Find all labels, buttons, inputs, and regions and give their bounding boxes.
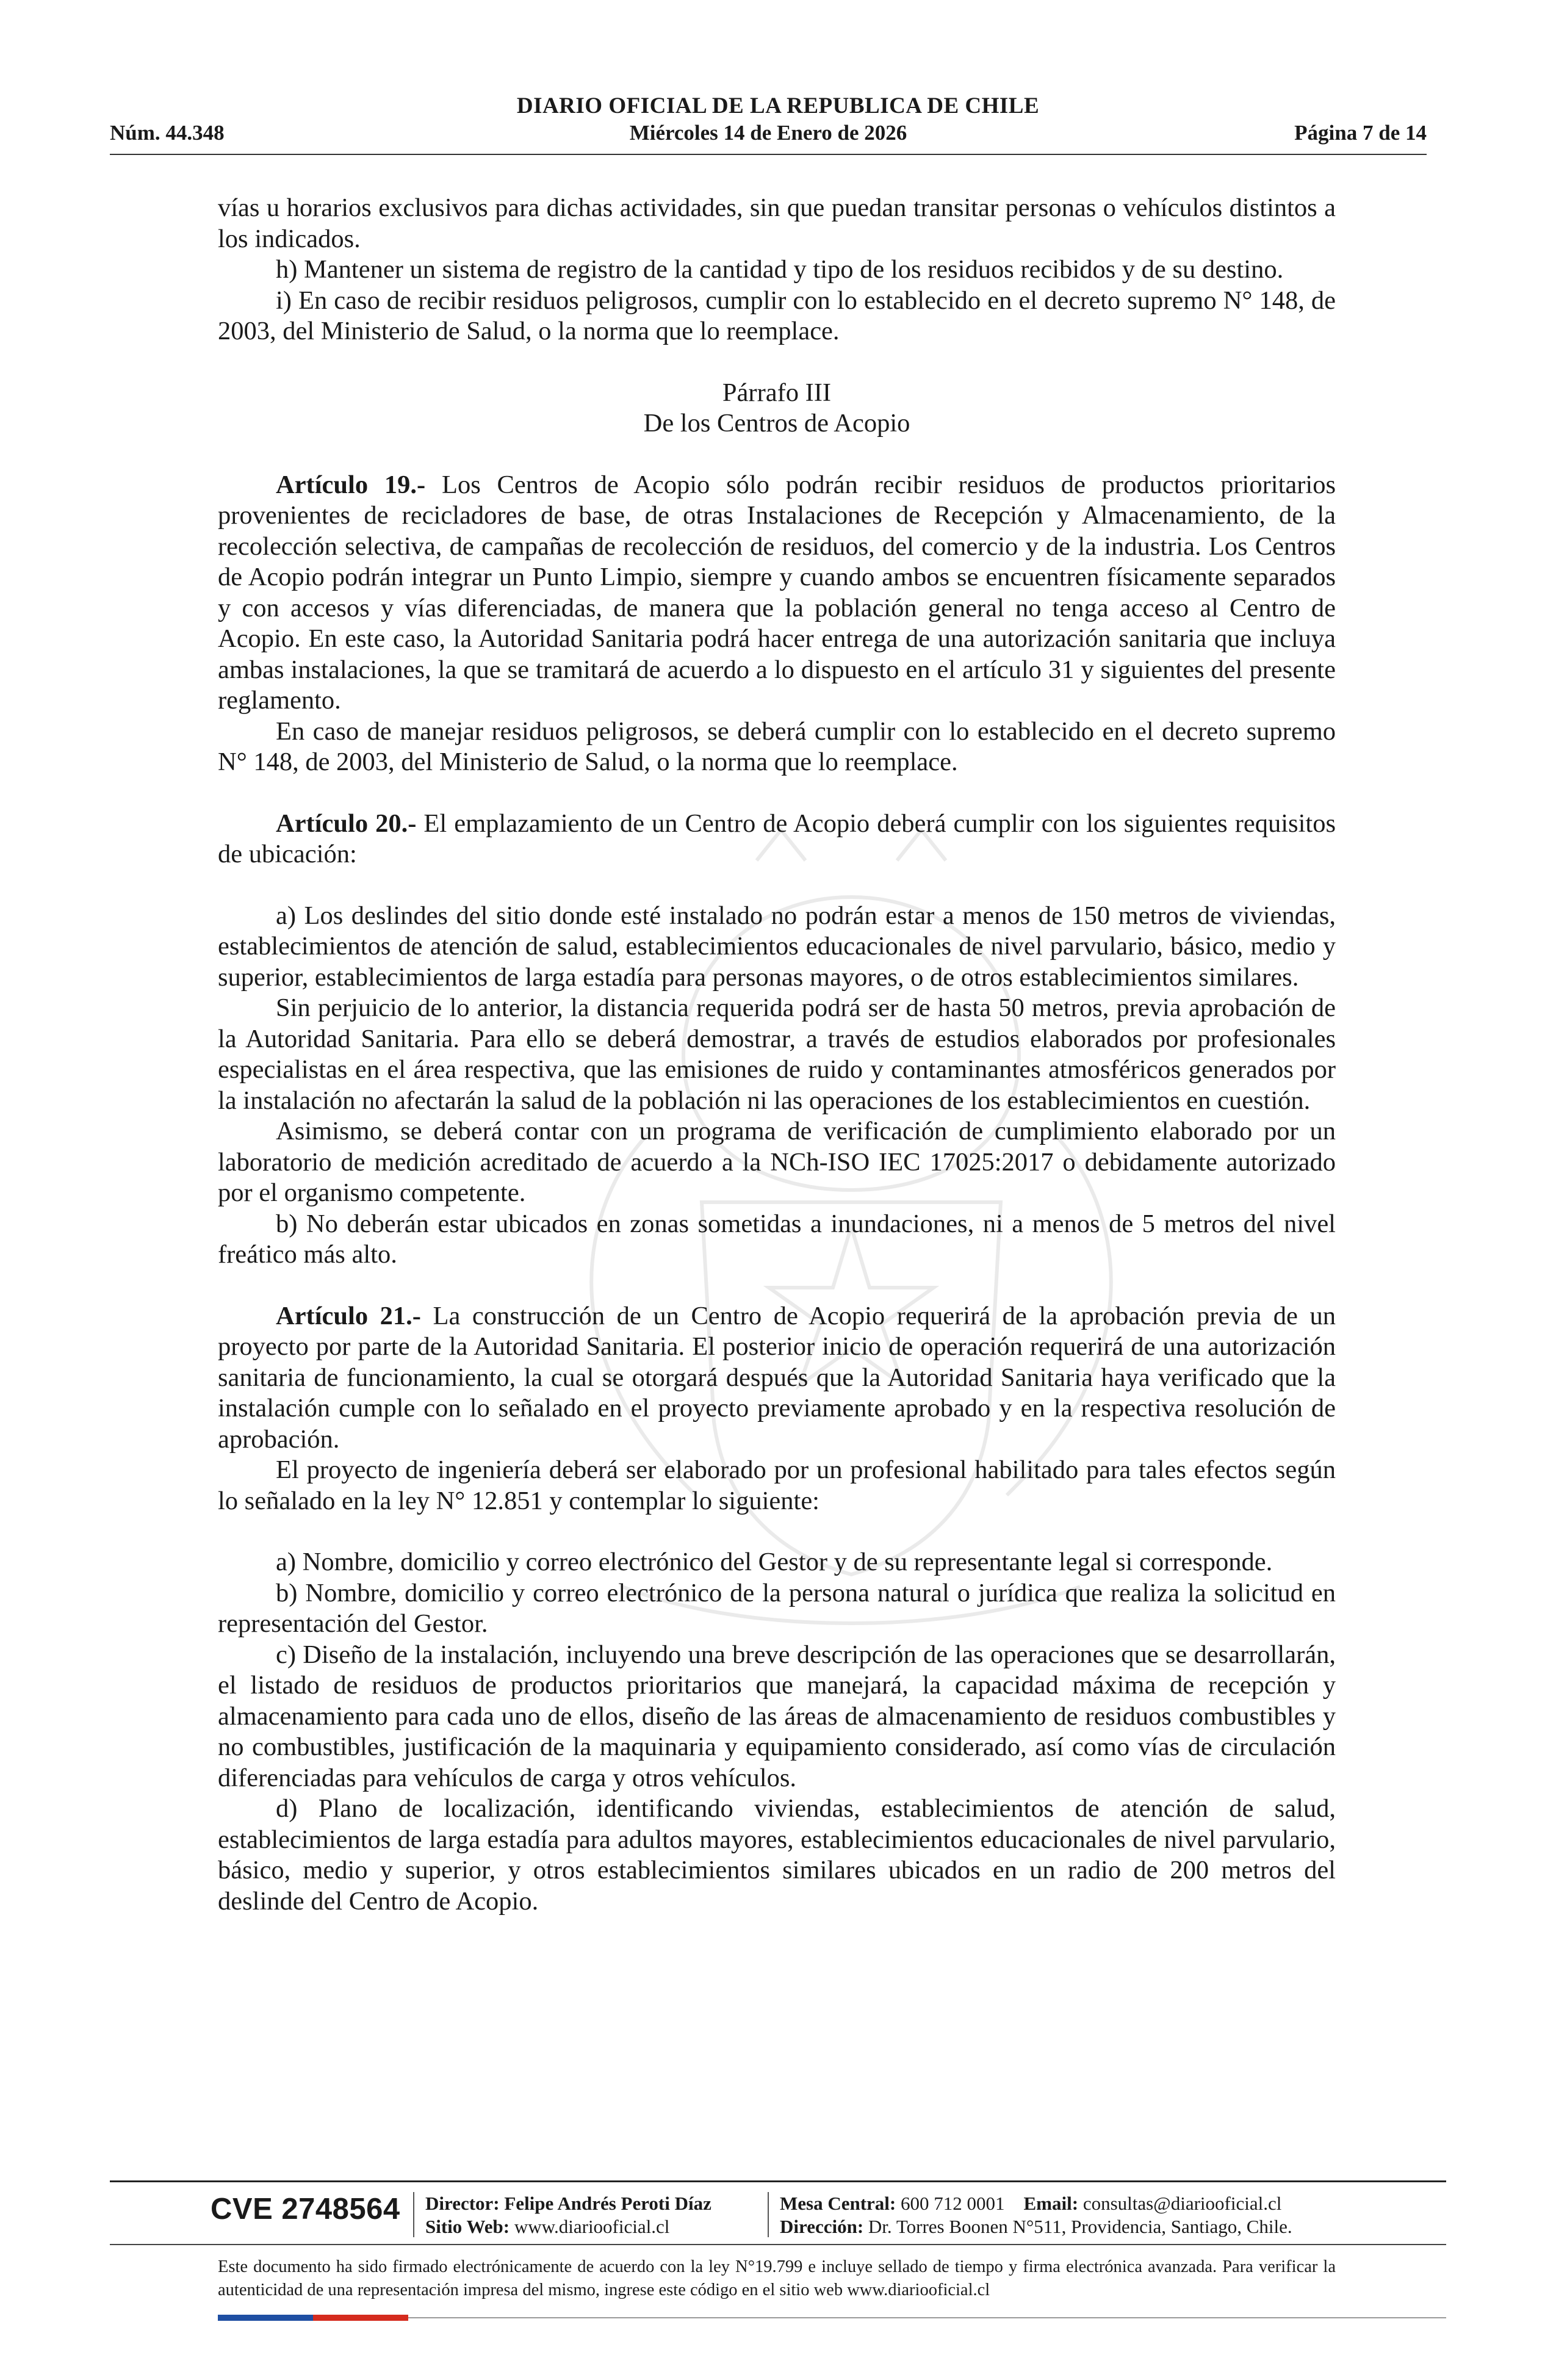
- article-21-item-a: a) Nombre, domicilio y correo electrónico del Gestor y de su representante legal si corresponde.: [276, 1548, 1273, 1576]
- cve-code: CVE 2748564: [211, 2193, 400, 2226]
- article-19: [218, 470, 1336, 716]
- list-item-i: i) En caso de recibir residuos peligrosos, cumplir con lo establecido en el decreto supremo N° 148, de 2003, del Ministerio de Salud, o la norma que lo reemplace.: [218, 286, 1336, 345]
- paragraph: vías u horarios exclusivos para dichas actividades, sin que puedan transitar personas o vehículos distintos a los indicados.: [218, 193, 1336, 253]
- list-item-h: h) Mantener un sistema de registro de la cantidad y tipo de los residuos recibidos y de su destino.: [276, 255, 1284, 284]
- issue-date: Miércoles 14 de Enero de 2026: [629, 121, 907, 145]
- header-row: [110, 121, 1427, 150]
- article-20-item-a: a) Los deslindes del sitio donde esté instalado no podrán estar a menos de 150 metros de viviendas, establecimientos de atención de salud, establecimientos educacionales de nivel parvulario, básico, medio y superior, establecimientos de larga estadía para personas mayores, o de otros establecimientos similares.: [218, 901, 1336, 992]
- website-link[interactable]: www.diariooficial.cl: [514, 2216, 670, 2237]
- phone-number: 600 712 0001: [901, 2193, 1005, 2214]
- article-19-text: Los Centros de Acopio sólo podrán recibir residuos de productos prioritarios provenientes de recicladores de base, de otras Instalaciones de Recepción y Almacenamiento, de la recolección selectiva, de campañas de recolección de residuos, del comercio y de la industria. Los Centros de Acopio podrán integrar un Punto Limpio, siempre y cuando ambos se encuentren físicamente separados y con accesos y vías diferenciadas, de manera que la población general no tenga acceso al Centro de Acopio. En este caso, la Autoridad Sanitaria podrá hacer entrega de una autorización sanitaria que incluya ambas instalaciones, la que se tramitará de acuerdo a lo dispuesto en el artículo 31 y siguientes del presente reglamento.: [218, 470, 1336, 715]
- article-21-paragraph-2: El proyecto de ingeniería deberá ser elaborado por un profesional habilitado para tales efectos según lo señalado en la ley N° 12.851 y contemplar lo siguiente:: [218, 1455, 1336, 1515]
- director-label: Director:: [425, 2193, 500, 2214]
- director-name: Felipe Andrés Peroti Díaz: [504, 2193, 711, 2214]
- footer-director-block: [425, 2192, 711, 2238]
- footer-bottom-line: [408, 2317, 1446, 2318]
- article-20-item-a-paragraph-2: Sin perjuicio de lo anterior, la distancia requerida podrá ser de hasta 50 metros, previa aprobación de la Autoridad Sanitaria. Para ello se deberá demostrar, a través de estudios elaborados por profesionales especialistas en el área respectiva, que las emisiones de ruido y contaminantes atmosféricos generados por la instalación no afectarán la salud de la población ni las operaciones de los establecimientos en cuestión.: [218, 993, 1336, 1115]
- address-label: Dirección:: [780, 2216, 864, 2237]
- flag-red-segment: [313, 2315, 408, 2321]
- article-20-item-a-paragraph-3: Asimismo, se deberá contar con un programa de verificación de cumplimiento elaborado por un laboratorio de medición acreditado de acuerdo a la NCh-ISO IEC 17025:2017 o debidamente autorizado por el organismo competente.: [218, 1117, 1336, 1207]
- section-title: De los Centros de Acopio: [643, 409, 910, 438]
- document-body: [218, 193, 1336, 1917]
- issue-number: Núm. 44.348: [110, 121, 225, 145]
- website-label: Sitio Web:: [425, 2216, 510, 2237]
- flag-blue-segment: [218, 2315, 313, 2321]
- article-19-paragraph-2: En caso de manejar residuos peligrosos, se deberá cumplir con lo establecido en el decreto supremo N° 148, de 2003, del Ministerio de Salud, o la norma que lo reemplace.: [218, 716, 1336, 776]
- article-21-text: La construcción de un Centro de Acopio requerirá de la aprobación previa de un proyecto por parte de la Autoridad Sanitaria. El posterior inicio de operación requerirá de una autorización sanitaria de funcionamiento, la cual se otorgará después que la Autoridad Sanitaria haya verificado que la instalación cumple con lo señalado en el proyecto previamente aprobado y en la respectiva resolución de aprobación.: [218, 1301, 1336, 1454]
- article-21: [218, 1301, 1336, 1455]
- section-label: Párrafo III: [722, 378, 832, 407]
- article-20-item-b: b) No deberán estar ubicados en zonas sometidas a inundaciones, ni a menos de 5 metros del nivel freático más alto.: [218, 1209, 1336, 1269]
- article-21-item-c: c) Diseño de la instalación, incluyendo una breve descripción de las operaciones que se desarrollarán, el listado de residuos de productos prioritarios que manejará, la capacidad máxima de recepción y almacenamiento para cada uno de ellos, diseño de las áreas de almacenamiento de residuos combustibles y no combustibles, justificación de la maquinaria y equipamiento considerado, así como vías de circulación diferenciadas para vehículos de carga y otros vehículos.: [218, 1640, 1336, 1792]
- footer-contact-block: [780, 2192, 1292, 2238]
- footer-divider: [110, 2180, 1446, 2182]
- signature-disclaimer: Este documento ha sido firmado electrónicamente de acuerdo con la ley N°19.799 e incluye sellado de tiempo y firma electrónica avanzada. Para verificar la autenticidad de una representación impresa del mismo, ingrese este código en el sitio web www.diariooficial.cl: [218, 2257, 1336, 2299]
- footer-separator: [413, 2192, 414, 2237]
- header-divider: [110, 154, 1427, 155]
- newspaper-title: DIARIO OFICIAL DE LA REPUBLICA DE CHILE: [516, 93, 1040, 118]
- article-21-item-b: b) Nombre, domicilio y correo electrónico de la persona natural o jurídica que realiza la solicitud en representación del Gestor.: [218, 1578, 1336, 1638]
- flag-color-bar: [218, 2315, 408, 2321]
- page-indicator: Página 7 de 14: [1294, 121, 1427, 145]
- article-21-label: Artículo 21.-: [276, 1301, 421, 1330]
- article-20-label: Artículo 20.-: [276, 809, 417, 838]
- address-value: Dr. Torres Boonen N°511, Providencia, Santiago, Chile.: [868, 2216, 1292, 2237]
- phone-label: Mesa Central:: [780, 2193, 896, 2214]
- article-20-text: El emplazamiento de un Centro de Acopio deberá cumplir con los siguientes requisitos de ubicación:: [218, 809, 1336, 868]
- article-20: [218, 809, 1336, 870]
- email-label: Email:: [1023, 2193, 1079, 2214]
- article-19-label: Artículo 19.-: [276, 470, 426, 499]
- disclaimer-divider: [110, 2244, 1446, 2245]
- article-21-item-d: d) Plano de localización, identificando viviendas, establecimientos de atención de salud, establecimientos de larga estadía para adultos mayores, establecimientos educacionales de nivel parvulario, básico, medio y superior, y otros establecimientos similares ubicados en un radio de 200 metros del deslinde del Centro de Acopio.: [218, 1794, 1336, 1916]
- footer-separator: [768, 2192, 769, 2237]
- email-link[interactable]: consultas@diariooficial.cl: [1082, 2193, 1282, 2214]
